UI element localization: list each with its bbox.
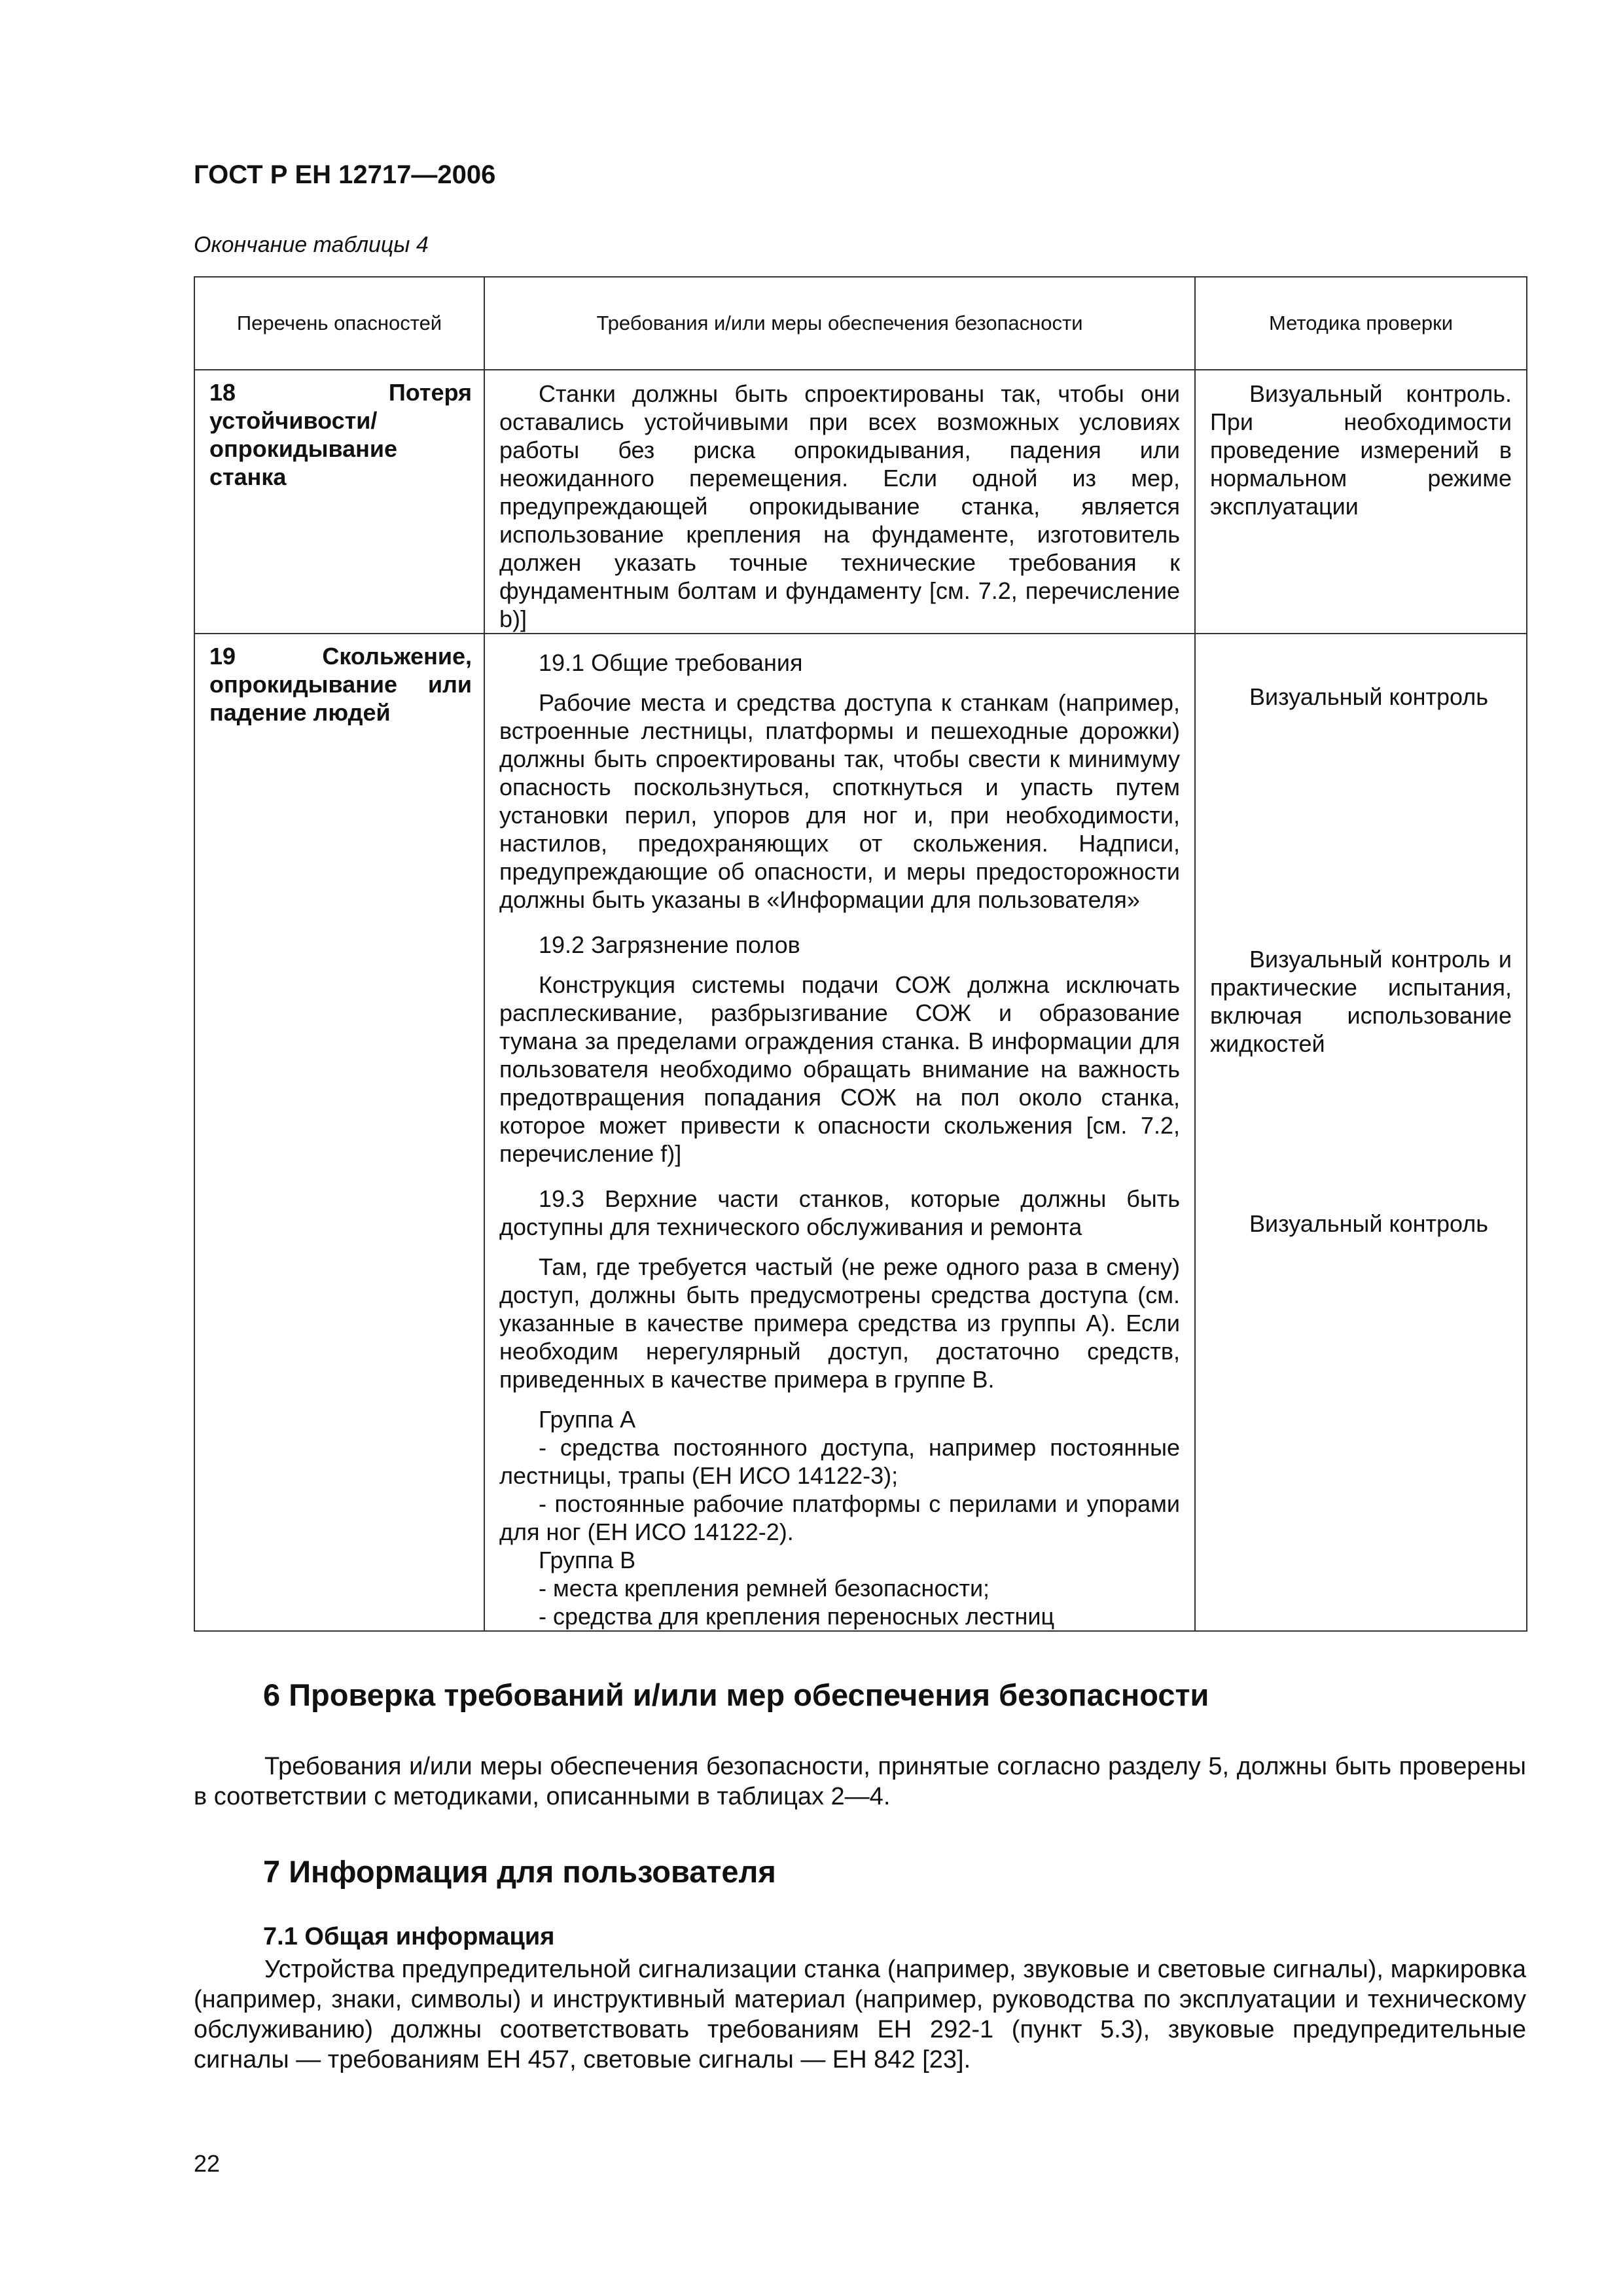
group-b-title: Группа В [539, 1547, 636, 1573]
hazard-cell-19: 19 Скольжение, опрокидывание или падение людей [194, 634, 484, 1631]
method-cell-18 [1195, 370, 1527, 634]
column-header-method: Методика проверки [1195, 277, 1527, 370]
subsection-text-19-2: Конструкция системы подачи СОЖ должна исключать расплескивание, разбрызгивание СОЖ и образование тумана за пределами ограждения станка. В информации для пользователя необходимо обращать внимание на важность предотвращения попадания СОЖ на пол около станка, которое может привести к опасности скольжения [см. 7.2, перечисление f)] [499, 971, 1180, 1167]
requirement-cell-18 [484, 370, 1195, 634]
table-header-row [194, 277, 1527, 370]
table-row [194, 370, 1527, 634]
section-6-text: Требования и/или меры обеспечения безопасности, принятые согласно разделу 5, должны быть проверены в соответствии с методиками, описанными в таблицах 2—4. [194, 1753, 1526, 1810]
method-text-19-1: Визуальный контроль [1249, 683, 1489, 710]
group-a-item: - средства постоянного доступа, например постоянные лестницы, трапы (ЕН ИСО 14122-3); [499, 1434, 1180, 1489]
table-row [194, 634, 1527, 1631]
subsection-text-19-3: Там, где требуется частый (не реже одного раза в смену) доступ, должны быть предусмотрены средства доступа (см. указанные в качестве примера средства из группы А). Если необходим нерегулярный доступ, достаточно средств, приведенных в качестве примера в группе В. [499, 1253, 1180, 1393]
table-caption: Окончание таблицы 4 [194, 232, 429, 257]
method-text: Визуальный контроль. При необходимости проведение измерений в нормальном режиме эксплуатации [1210, 380, 1512, 520]
group-a-title: Группа А [539, 1406, 636, 1433]
group-a-item: - постоянные рабочие платформы с перилами и упорами для ног (ЕН ИСО 14122-2). [499, 1490, 1180, 1545]
section-7-1-text: Устройства предупредительной сигнализации станка (например, звуковые и световые сигналы), маркировка (например, знаки, символы) и инструктивный материал (например, руководства по эксплуатации и техническому обслуживанию) должны соответствовать требованиям ЕН 292-1 (пункт 5.3), звуковые предупредительные сигналы — требованиям ЕН 457, световые сигналы — ЕН 842 [23]. [194, 1956, 1526, 2073]
subsection-title-19-3: 19.3 Верхние части станков, которые должны быть доступны для технического обслуживания и ремонта [499, 1185, 1180, 1240]
subsection-title-19-2: 19.2 Загрязнение полов [539, 931, 800, 958]
requirement-text: Станки должны быть спроектированы так, чтобы они оставались устойчивыми при всех возможных условиях работы без риска опрокидывания, падения или неожиданного перемещения. Если одной из мер, предупреждающей опрокидывание станка, является использование крепления на фундаменте, изготовитель должен указать точные технические требования к фундаментным болтам и фундаменту [см. 7.2, перечисление b)] [499, 380, 1180, 632]
subsection-title-19-1: 19.1 Общие требования [539, 649, 803, 676]
hazard-table [194, 276, 1527, 1632]
subsection-text-19-1: Рабочие места и средства доступа к станкам (например, встроенные лестницы, платформы и пешеходные дорожки) должны быть спроектированы так, чтобы свести к минимуму опасность поскользнуться, споткнуться и упасть путем установки перил, упоров для ног и, при необходимости, настилов, предохраняющих от скольжения. Надписи, предупреждающие об опасности, и меры предосторожности должны быть указаны в «Информации для пользователя» [499, 689, 1180, 913]
method-text-19-3: Визуальный контроль [1249, 1210, 1489, 1237]
group-b-item: - места крепления ремней безопасности; [539, 1575, 990, 1602]
section-6-title: 6 Проверка требований и/или мер обеспечения безопасности [263, 1677, 1209, 1712]
group-b-item: - средства для крепления переносных лестниц [539, 1603, 1055, 1630]
method-text-19-2: Визуальный контроль и практические испытания, включая использование жидкостей [1210, 946, 1512, 1057]
page-number: 22 [194, 2150, 221, 2177]
hazard-cell-18: 18 Потеря устойчивости/опрокидывание станка [194, 370, 484, 634]
section-7-title: 7 Информация для пользователя [263, 1854, 776, 1889]
column-header-requirements: Требования и/или меры обеспечения безопасности [484, 277, 1195, 370]
section-7-1-title: 7.1 Общая информация [263, 1923, 555, 1950]
requirement-cell-19 [484, 634, 1195, 1631]
document-header: ГОСТ Р ЕН 12717—2006 [194, 160, 496, 189]
method-cell-19 [1195, 634, 1527, 1631]
column-header-hazards: Перечень опасностей [194, 277, 484, 370]
